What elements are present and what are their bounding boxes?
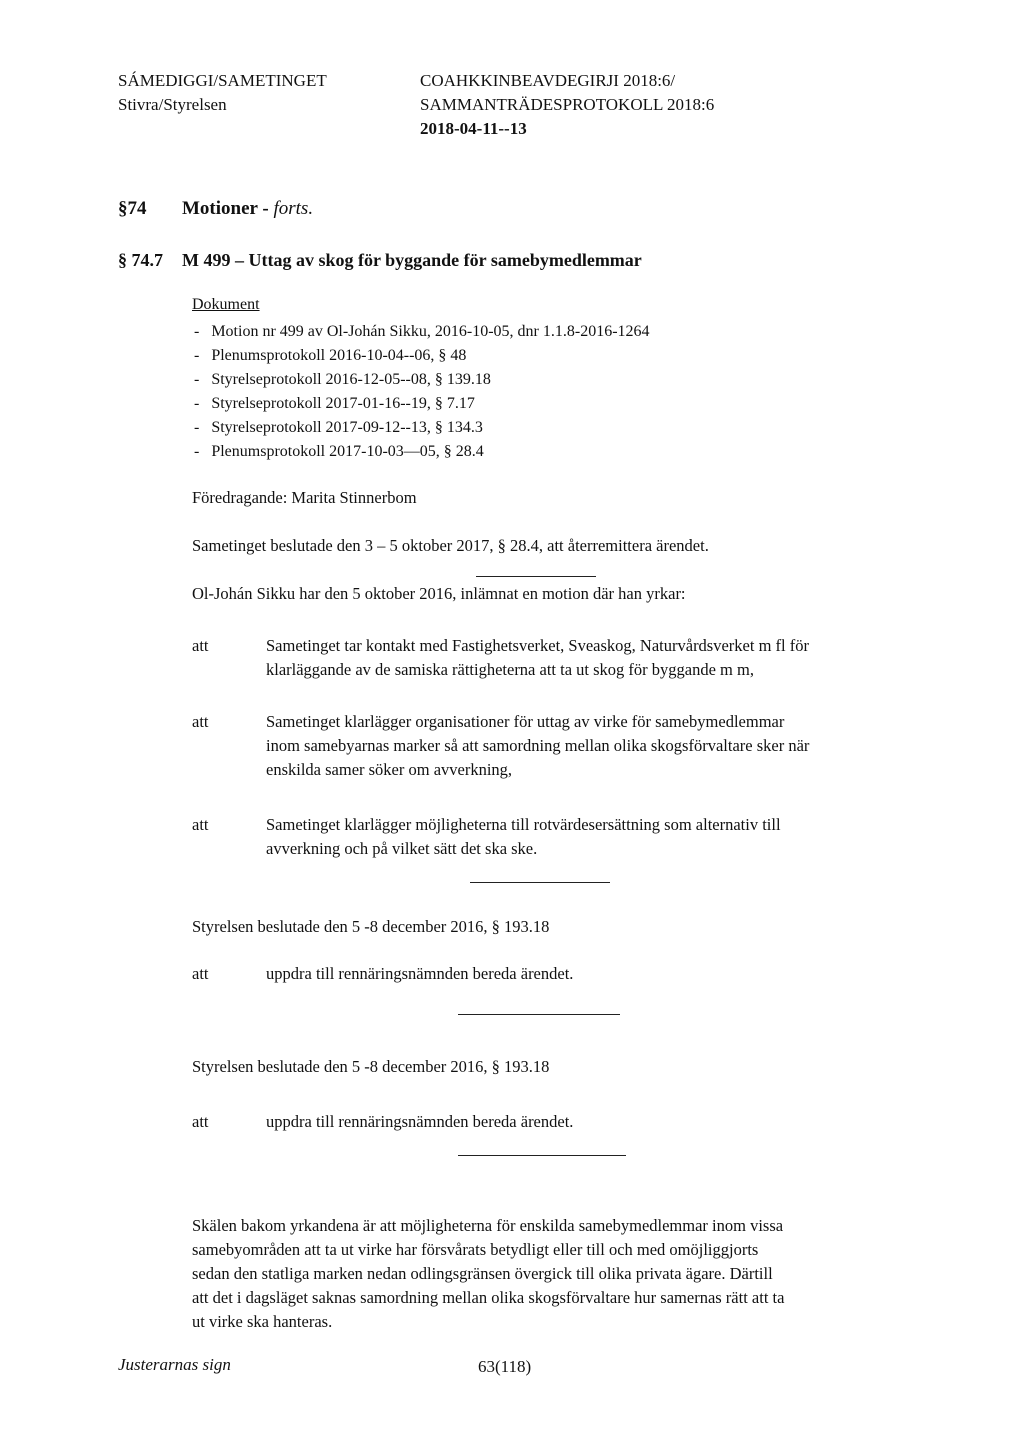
board-decision-att: uppdra till rennäringsnämnden bereda ärendet. [266, 964, 574, 983]
board-decision: Styrelsen beslutade den 5 -8 december 2016, § 193.18 [192, 917, 550, 936]
board-decision-att: uppdra till rennäringsnämnden bereda ärendet. [266, 1112, 574, 1131]
reasons-paragraph: Skälen bakom yrkandena är att möjligheterna för enskilda samebymedlemmar inom vissa samebyområden att ta ut virke har försvårats betydligt eller till och med omöjliggjorts sedan den statliga marken nedan odlingsgränsen övergick till olika privata ägare. Därtill att det i dagsläget saknas samordning mellan olika skogsförvaltare hur samernas rätt att ta ut virke ska hanteras. [192, 1216, 785, 1331]
section-number: §74 [118, 198, 147, 219]
header-date: 2018-04-11--13 [420, 119, 527, 138]
documents-label: Dokument [192, 296, 260, 313]
document-item: - Styrelseprotokoll 2016-12-05--08, § 139.18 [194, 371, 491, 388]
claim-1: Sametinget tar kontakt med Fastighetsverket, Sveaskog, Naturvårdsverket m fl för klarläggande av de samiska rättigheterna att ta ut skog för byggande m m, [266, 636, 809, 679]
presenter: Föredragande: Marita Stinnerbom [192, 488, 417, 507]
board-decision: Styrelsen beslutade den 5 -8 december 2016, § 193.18 [192, 1057, 550, 1076]
motion-intro: Ol-Johán Sikku har den 5 oktober 2016, inlämnat en motion där han yrkar: [192, 584, 686, 603]
divider [476, 576, 596, 577]
document-item: - Motion nr 499 av Ol-Johán Sikku, 2016-10-05, dnr 1.1.8-2016-1264 [194, 323, 650, 340]
decision-plenum: Sametinget beslutade den 3 – 5 oktober 2017, § 28.4, att återremittera ärendet. [192, 536, 709, 555]
att-label: att [192, 636, 209, 655]
section-title-text: Motioner - [182, 198, 269, 219]
header-org: SÁMEDIGGI/SAMETINGET [118, 71, 327, 90]
documents-list [194, 320, 650, 464]
divider [470, 882, 610, 883]
att-label: att [192, 964, 209, 983]
document-item: - Plenumsprotokoll 2016-10-04--06, § 48 [194, 347, 467, 364]
att-label: att [192, 815, 209, 834]
att-label: att [192, 1112, 209, 1131]
divider [458, 1155, 626, 1156]
signature-label: Justerarnas sign [118, 1355, 231, 1374]
document-item: - Styrelseprotokoll 2017-01-16--19, § 7.17 [194, 395, 475, 412]
section-title [182, 198, 313, 220]
document-item: - Styrelseprotokoll 2017-09-12--13, § 134.3 [194, 419, 483, 436]
header-protocol-sami: COAHKKINBEAVDEGIRJI 2018:6/ [420, 71, 676, 90]
subsection-number: § 74.7 [118, 250, 163, 270]
att-label: att [192, 712, 209, 731]
header-protocol-sv: SAMMANTRÄDESPROTOKOLL 2018:6 [420, 95, 715, 114]
claim-3: Sametinget klarlägger möjligheterna till rotvärdesersättning som alternativ till avverkning och på vilket sätt det ska ske. [266, 815, 781, 858]
document-item: - Plenumsprotokoll 2017-10-03—05, § 28.4 [194, 443, 484, 460]
divider [458, 1014, 620, 1015]
subsection-title: M 499 – Uttag av skog för byggande för samebymedlemmar [182, 250, 642, 270]
header-unit: Stivra/Styrelsen [118, 95, 227, 114]
section-title-suffix: forts. [273, 198, 314, 219]
claim-2: Sametinget klarlägger organisationer för uttag av virke för samebymedlemmar inom samebyarnas marker så att samordning mellan olika skogsförvaltare sker när enskilda samer söker om avverkning, [266, 712, 810, 779]
page-number: 63(118) [478, 1357, 532, 1376]
